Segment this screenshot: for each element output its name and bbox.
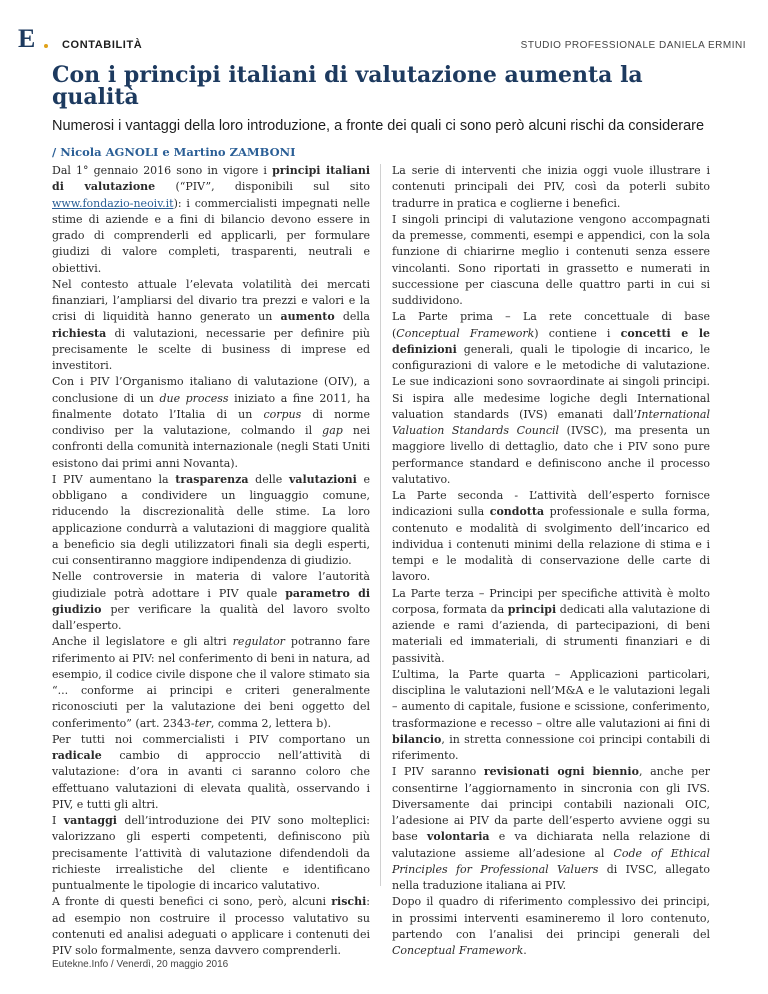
paragraph: I PIV saranno revisionati ogni biennio, anche per consentirne l’aggiornamento in sincronia con gli IVS. Diversamente dai principi contabili nazionali OIC, l’adesione ai PIV da parte dell’esperto avviene oggi su base volontaria e va dichiarata nella relazione di valutazione assieme all’adesione al Code of Ethical Principles for Professional Valuers di IVSC, allegato nella traduzione italiana ai PIV. bbox=[392, 765, 710, 892]
column-divider bbox=[380, 164, 381, 886]
article-column-left bbox=[52, 163, 370, 959]
eutekne-logo: E bbox=[18, 24, 48, 54]
page-footer: Eutekne.Info / Venerdì, 20 maggio 2016 bbox=[52, 959, 229, 970]
paragraph: La serie di interventi che inizia oggi vuole illustrare i contenuti principali dei PIV, così da poterli subito tradurre in pratica e coglierne i benefici. bbox=[392, 164, 710, 210]
paragraph: Dal 1° gennaio 2016 sono in vigore i principi italiani di valutazione (“PIV”, disponibili sul sito www.fondazio-neoiv.it): i commercialisti impegnati nelle stime di aziende e a fini di bilancio devono essere in grado di comprenderli ed applicarli, per formulare giudizi di valore completi, trasparenti, neutrali e obiettivi. bbox=[52, 164, 370, 275]
paragraph: Con i PIV l’Organismo italiano di valutazione (OIV), a conclusione di un due process iniziato a fine 2011, ha finalmente dotato l’Italia di un corpus di norme condiviso per la valutazione, colmando il gap nei confronti della comunità internazionale (negli Stati Uniti esistono dai primi anni Novanta). bbox=[52, 375, 371, 470]
article-title: Con i principi italiani di valutazione aumenta la qualità bbox=[52, 62, 643, 110]
studio-name: STUDIO PROFESSIONALE DANIELA ERMINI bbox=[520, 40, 746, 51]
paragraph: Dopo il quadro di riferimento complessivo dei principi, in prossimi interventi esamineremo il loro contenuto, partendo con l’analisi dei principi generali del Conceptual Framework. bbox=[392, 895, 710, 957]
paragraph: I singoli principi di valutazione vengono accompagnati da premesse, commenti, esempi e appendici, con la sola funzione di chiarirne meglio i contenuti senza essere vincolanti. Sono riportati in grassetto e numerati in successione per ciascuna delle quattro parti in cui si suddividono. bbox=[392, 212, 710, 307]
fondazione-oiv-link[interactable]: www.fondazio-neoiv.it bbox=[52, 196, 174, 210]
paragraph: Nel contesto attuale l’elevata volatilità dei mercati finanziari, l’ampliarsi del divario tra prezzi e valori e la crisi di liquidità hanno generato un aumento della richiesta di valutazioni, necessarie per definire più precisamente le scelte di business di imprese ed investitori. bbox=[52, 277, 370, 372]
paragraph: I vantaggi dell’introduzione dei PIV sono molteplici: valorizzano gli esperti competenti, definiscono più precisamente l’attività di valutazione difendendoli da richieste irrealistiche del cliente e identificano puntualmente le tipologie di incarico valutativo. bbox=[52, 814, 371, 892]
paragraph: A fronte di questi benefici ci sono, però, alcuni rischi: ad esempio non costruire il processo valutativo su contenuti ed analisi adeguati o applicare i contenuti dei PIV solo formalmente, senza davvero comprenderli. bbox=[52, 895, 370, 957]
paragraph: La Parte terza – Principi per specifiche attività è molto corposa, formata da principi dedicati alla valutazione di aziende e rami d’azienda, di partecipazioni, di beni materiali ed immateriali, di strumenti finanziari e di passività. bbox=[392, 586, 710, 665]
paragraph: Anche il legislatore e gli altri regulator potranno fare riferimento ai PIV: nel conferimento di beni in natura, ad esempio, il codice civile dispone che il valore stimato sia “... conforme ai principi e criteri generalmente riconosciuti per la valutazione dei beni oggetto del conferimento” (art. 2343-ter, comma 2, lettera b). bbox=[52, 635, 370, 730]
paragraph: Nelle controversie in materia di valore l’autorità giudiziale potrà adottare i PIV quale parametro di giudizio per verificare la qualità del lavoro svolto dall’esperto. bbox=[52, 570, 370, 632]
paragraph: Per tutti noi commercialisti i PIV comportano un radicale cambio di approccio nell’attività di valutazione: d’ora in avanti ci saranno coloro che effettuano valutazioni di elevata qualità, osservando i PIV, e tutti gli altri. bbox=[52, 732, 370, 811]
paragraph: I PIV aumentano la trasparenza delle valutazioni e obbligano a condividere un linguaggio comune, riducendo la discrezionalità delle stime. La loro applicazione condurrà a valutazioni di maggiore qualità a beneficio sia degli utilizzatori finali sia degli esperti, cui consentiranno maggiore indipendenza di giudizio. bbox=[52, 472, 371, 567]
paragraph: La Parte prima – La rete concettuale di base (Conceptual Framework) contiene i concetti e le definizioni generali, quali le tipologie di incarico, le configurazioni di valore e le metodiche di valutazione. Le sue indicazioni sono sovraordinate ai singoli principi. Si ispira alle medesime logiche degli International valuation standards (IVS) emanati dall’International Valuation Standards Council (IVSC), ma presenta un maggiore livello di dettaglio, dato che i PIV sono pure performance standard e definiscono anche il processo valutativo. bbox=[392, 310, 710, 486]
article-authors: / Nicola AGNOLI e Martino ZAMBONI bbox=[52, 145, 296, 159]
paragraph: L’ultima, la Parte quarta – Applicazioni particolari, disciplina le valutazioni nell’M&A e le valutazioni legali – aumento di capitale, fusione e scissione, conferimento, trasformazione e recesso – oltre alle valutazioni ai fini di bilancio, in stretta connessione coi principi contabili di riferimento. bbox=[392, 667, 710, 762]
article-subtitle: Numerosi i vantaggi della loro introduzione, a fronte dei quali ci sono però alcuni rischi da considerare bbox=[52, 118, 705, 134]
article-column-right bbox=[392, 163, 710, 959]
paragraph: La Parte seconda - L’attività dell’esperto fornisce indicazioni sulla condotta professionale e sulla forma, contenuto e modalità di svolgimento dell’incarico ed individua i contenuti minimi della relazione di stima e i tempi e le modalità di conservazione delle carte di lavoro. bbox=[392, 489, 710, 584]
section-label: CONTABILITÀ bbox=[62, 39, 143, 51]
logo-dot-icon bbox=[44, 44, 48, 48]
